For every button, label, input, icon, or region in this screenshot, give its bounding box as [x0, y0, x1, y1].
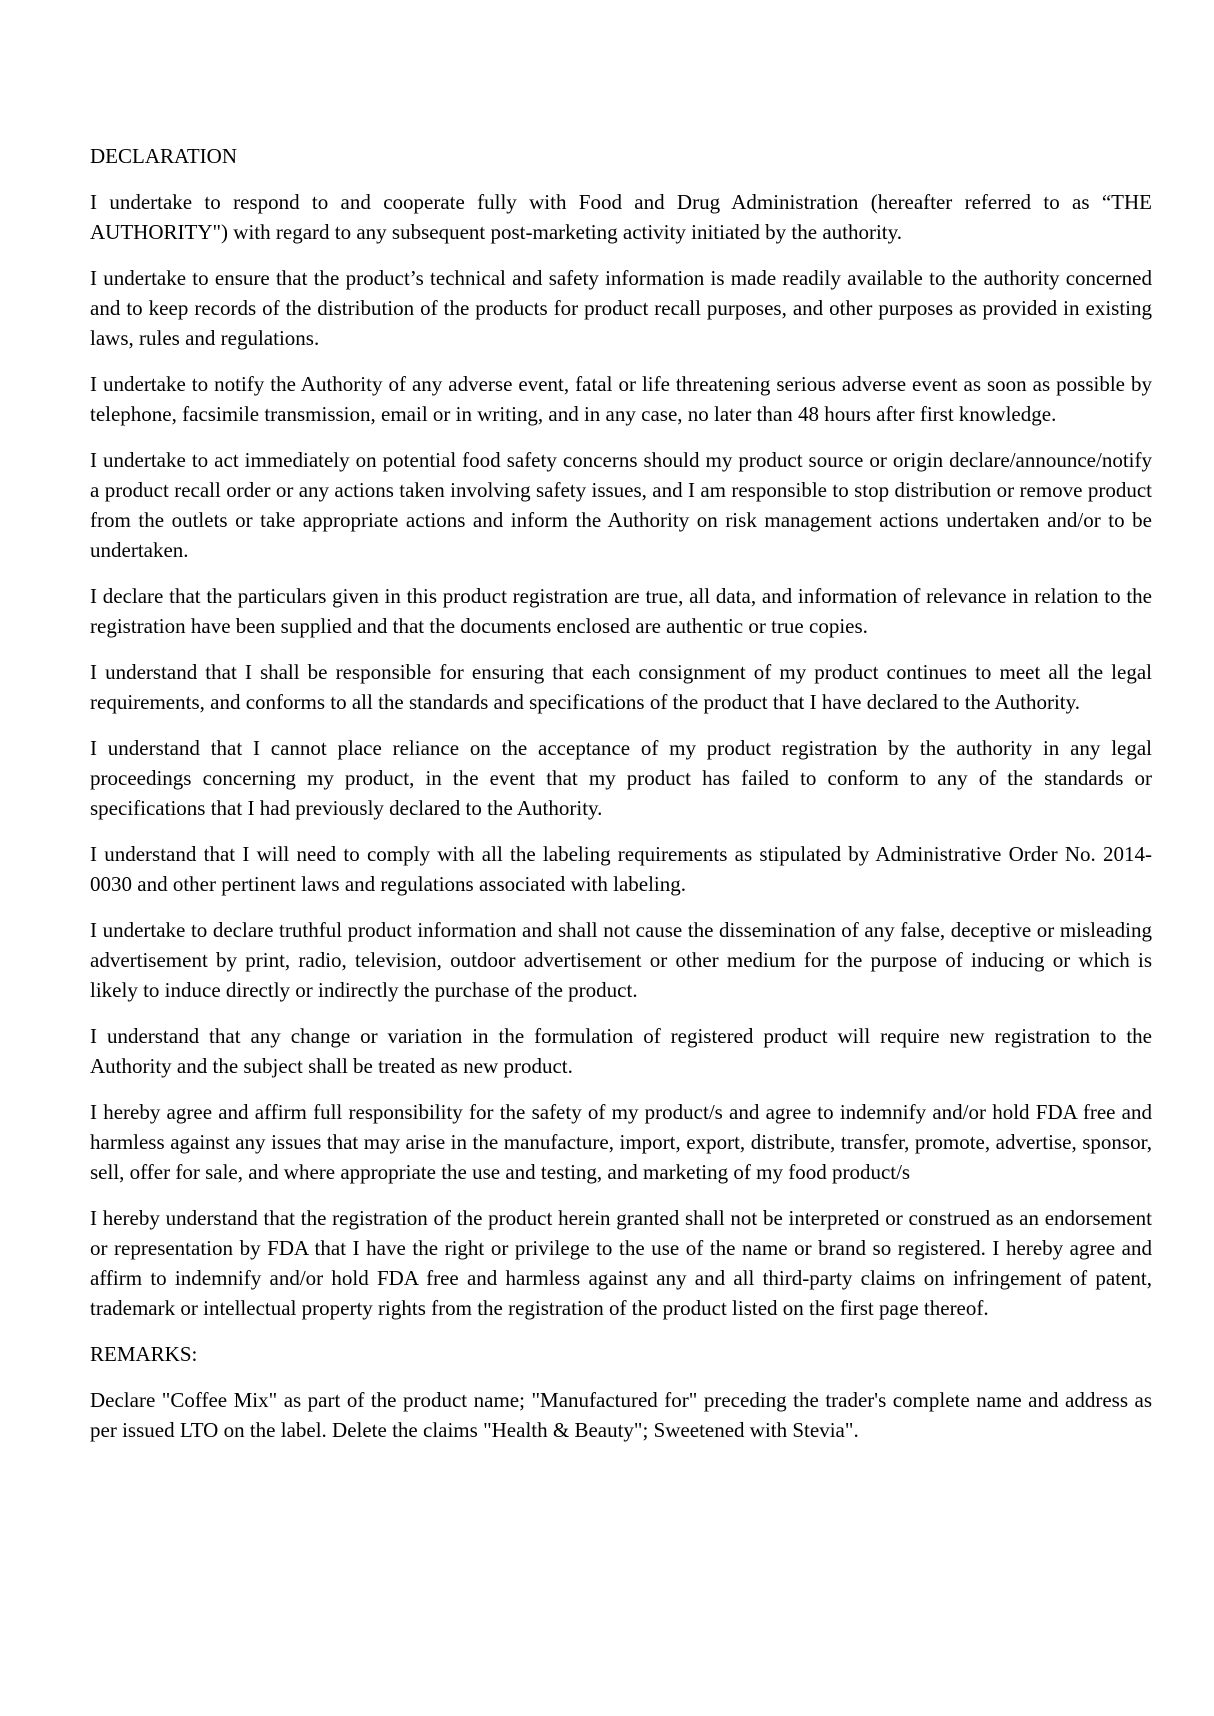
declaration-paragraph-5: I declare that the particulars given in this product registration are true, all data, and information of relevance in relation to the registration have been supplied and that the documents enclosed are authentic or true copies. [90, 584, 1152, 638]
declaration-paragraph-11: I hereby agree and affirm full responsibility for the safety of my product/s and agree to indemnify and/or hold FDA free and harmless against any issues that may arise in the manufacture, import, export, distribute, transfer, promote, advertise, sponsor, sell, offer for sale, and where appropriate the use and testing, and marketing of my food product/s [90, 1100, 1152, 1184]
declaration-paragraph-12: I hereby understand that the registration of the product herein granted shall not be interpreted or construed as an endorsement or representation by FDA that I have the right or privilege to the use of the name or brand so registered. I hereby agree and affirm to indemnify and/or hold FDA free and harmless against any and all third-party claims on infringement of patent, trademark or intellectual property rights from the registration of the product listed on the first page thereof. [90, 1206, 1152, 1320]
declaration-paragraph-8: I understand that I will need to comply with all the labeling requirements as stipulated by Administrative Order No. 2014-0030 and other pertinent laws and regulations associated with labeling. [90, 842, 1152, 896]
declaration-heading: DECLARATION [90, 144, 237, 168]
remarks-heading: REMARKS: [90, 1342, 198, 1366]
declaration-paragraph-2: I undertake to ensure that the product’s technical and safety information is made readily available to the authority concerned and to keep records of the distribution of the products for product recall purposes, and other purposes as provided in existing laws, rules and regulations. [90, 266, 1152, 350]
declaration-paragraph-4: I undertake to act immediately on potential food safety concerns should my product source or origin declare/announce/notify a product recall order or any actions taken involving safety issues, and I am responsible to stop distribution or remove product from the outlets or take appropriate actions and inform the Authority on risk management actions undertaken and/or to be undertaken. [90, 448, 1152, 562]
declaration-paragraph-10: I understand that any change or variation in the formulation of registered product will require new registration to the Authority and the subject shall be treated as new product. [90, 1024, 1152, 1078]
declaration-paragraph-6: I understand that I shall be responsible for ensuring that each consignment of my product continues to meet all the legal requirements, and conforms to all the standards and specifications of the product that I have declared to the Authority. [90, 660, 1152, 714]
declaration-paragraph-9: I undertake to declare truthful product information and shall not cause the dissemination of any false, deceptive or misleading advertisement by print, radio, television, outdoor advertisement or other medium for the purpose of inducing or which is likely to induce directly or indirectly the purchase of the product. [90, 918, 1152, 1002]
declaration-paragraph-1: I undertake to respond to and cooperate fully with Food and Drug Administration (hereafter referred to as “THE AUTHORITY") with regard to any subsequent post-marketing activity initiated by the authority. [90, 190, 1152, 244]
remarks-paragraph: Declare "Coffee Mix" as part of the product name; "Manufactured for" preceding the trader's complete name and address as per issued LTO on the label. Delete the claims "Health & Beauty"; Sweetened with Stevia". [90, 1388, 1152, 1442]
declaration-paragraph-3: I undertake to notify the Authority of any adverse event, fatal or life threatening serious adverse event as soon as possible by telephone, facsimile transmission, email or in writing, and in any case, no later than 48 hours after first knowledge. [90, 372, 1152, 426]
declaration-paragraph-7: I understand that I cannot place reliance on the acceptance of my product registration by the authority in any legal proceedings concerning my product, in the event that my product has failed to conform to any of the standards or specifications that I had previously declared to the Authority. [90, 736, 1152, 820]
